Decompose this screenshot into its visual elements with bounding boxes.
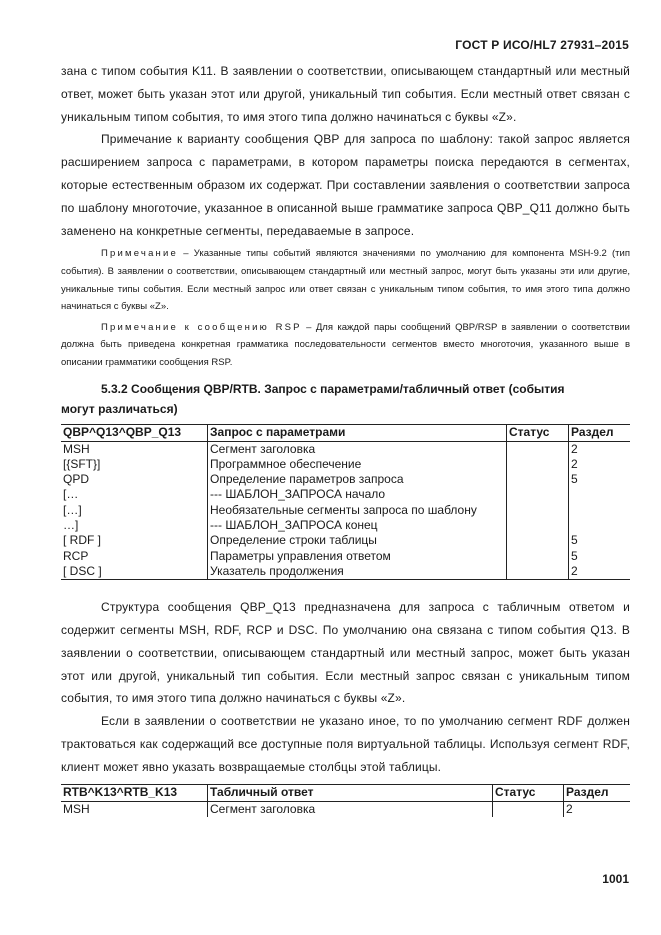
column-header: Табличный ответ	[208, 784, 493, 801]
segment-code: MSH	[63, 441, 90, 456]
column-header: Раздел	[564, 784, 631, 801]
column-header: Запрос с параметрами	[208, 424, 507, 441]
segment-code: [ RDF ]	[63, 533, 101, 548]
spacer	[61, 580, 630, 596]
table-row	[61, 441, 630, 457]
rtb-k13-segment-table	[61, 784, 630, 817]
segment-code: MSH	[63, 801, 90, 816]
segment-description: --- ШАБЛОН_ЗАПРОСА начало	[208, 487, 507, 502]
segment-status	[493, 801, 564, 817]
section-heading	[61, 379, 630, 419]
segment-code: …]	[63, 518, 79, 533]
paragraph-rdf-default: Если в заявлении о соответствии не указано иное, то по умолчанию сегмент RDF должен трактоваться как содержащий все доступные поля виртуальной таблицы. Используя сегмент RDF, клиент может явно указать возвращаемые столбцы этой таблицы.	[61, 714, 630, 774]
note-rsp-message	[61, 319, 630, 372]
section-title-line-1: 5.3.2 Сообщения QBP/RTB. Запрос с параметрами/табличный ответ (события	[101, 381, 565, 396]
segment-code: […]	[63, 502, 82, 517]
column-header: QBP^Q13^QBP_Q13	[61, 424, 208, 441]
qbp-q13-segment-table	[61, 424, 630, 581]
table-row	[61, 533, 630, 548]
table-row	[61, 472, 630, 487]
segment-status	[507, 487, 569, 502]
segment-section	[569, 487, 631, 502]
segment-section: 2	[564, 801, 631, 817]
segment-status	[507, 441, 569, 457]
segment-status	[507, 503, 569, 518]
running-header: ГОСТ Р ИСО/HL7 27931–2015	[455, 38, 629, 52]
column-header: RTB^K13^RTB_K13	[61, 784, 208, 801]
note-label: Примечание	[101, 248, 178, 260]
segment-section: 5	[569, 472, 631, 487]
table-row	[61, 564, 630, 580]
segment-code: […	[63, 487, 79, 502]
segment-description: Определение параметров запроса	[208, 472, 507, 487]
note-text: – Указанные типы событий являются значениями по умолчанию для компонента MSH-9.2 (тип события). В заявлении о соответствии, описывающем стандартный или местный запрос, могут быть указаны эти или другие, уникальные типы события. Если местный запрос или ответ связан с уникальным типом события, то имя этого типа должно начинаться с буквы «Z».	[61, 248, 630, 313]
segment-status	[507, 564, 569, 580]
table-header-row	[61, 784, 630, 801]
segment-code: [{SFT}]	[63, 456, 101, 471]
segment-section	[569, 518, 631, 533]
segment-description: Указатель продолжения	[208, 564, 507, 580]
segment-section: 2	[569, 457, 631, 472]
segment-description: Сегмент заголовка	[208, 801, 493, 817]
note-label: Примечание к сообщению RSP	[101, 321, 302, 333]
table-row	[61, 503, 630, 518]
segment-section: 2	[569, 441, 631, 457]
segment-section: 5	[569, 533, 631, 548]
segment-description: Параметры управления ответом	[208, 549, 507, 564]
column-header: Раздел	[569, 424, 631, 441]
table-row	[61, 457, 630, 472]
table-row	[61, 801, 630, 817]
segment-code: [ DSC ]	[61, 564, 208, 580]
segment-description: Определение строки таблицы	[208, 533, 507, 548]
table-header-row	[61, 424, 630, 441]
segment-section: 2	[569, 564, 631, 580]
page-number: 1001	[602, 872, 629, 886]
column-header: Статус	[493, 784, 564, 801]
segment-description: Программное обеспечение	[208, 457, 507, 472]
segment-description: Необязательные сегменты запроса по шаблону	[208, 503, 507, 518]
section-title-line-2: могут различаться)	[61, 401, 178, 416]
segment-status	[507, 457, 569, 472]
segment-status	[507, 518, 569, 533]
table-row	[61, 549, 630, 564]
segment-section: 5	[569, 549, 631, 564]
segment-status	[507, 472, 569, 487]
note-event-types	[61, 245, 630, 315]
segment-status	[507, 549, 569, 564]
table-row	[61, 518, 630, 533]
segment-code: QPD	[63, 472, 90, 487]
page-content	[61, 60, 630, 817]
paragraph-continuation: зана с типом события K11. В заявлении о соответствии, описывающем стандартный или местный ответ, может быть указан этот или другой, уникальный тип события. Если местный ответ связан с уникальным типом события, то имя этого типа должно начинаться с буквы «Z».	[61, 64, 630, 124]
paragraph-template-query-note: Примечание к варианту сообщения QBP для запроса по шаблону: такой запрос является расширением запроса с параметрами, в котором параметры поиска передаются в сегментах, которые естественным образом их содержат. При составлении заявления о соответствии запроса по шаблону многоточие, указанное в описанной выше грамматике запроса QBP_Q11 должно быть заменено на конкретные сегменты, передаваемые в запросе.	[61, 132, 630, 238]
segment-status	[507, 533, 569, 548]
note-text: – Для каждой пары сообщений QBP/RSP в заявлении о соответствии должна быть приведена конкретная грамматика последовательности сегментов вместо многоточия, указанного выше в описании грамматики сообщения RSP.	[61, 321, 630, 368]
segment-code: RCP	[63, 548, 89, 563]
segment-description: --- ШАБЛОН_ЗАПРОСА конец	[208, 518, 507, 533]
segment-description: Сегмент заголовка	[208, 441, 507, 457]
segment-section	[569, 503, 631, 518]
table-row	[61, 487, 630, 502]
paragraph-qbp-q13-structure: Структура сообщения QBP_Q13 предназначена для запроса с табличным ответом и содержит сегменты MSH, RDF, RCP и DSC. По умолчанию она связана с типом события Q13. В заявлении о соответствии, описывающем стандартный или местный запрос, может быть указан этот или другой, уникальный тип события. Если местный запрос связан с уникальным типом события, то имя этого типа должно начинаться с буквы «Z».	[61, 600, 630, 706]
column-header: Статус	[507, 424, 569, 441]
